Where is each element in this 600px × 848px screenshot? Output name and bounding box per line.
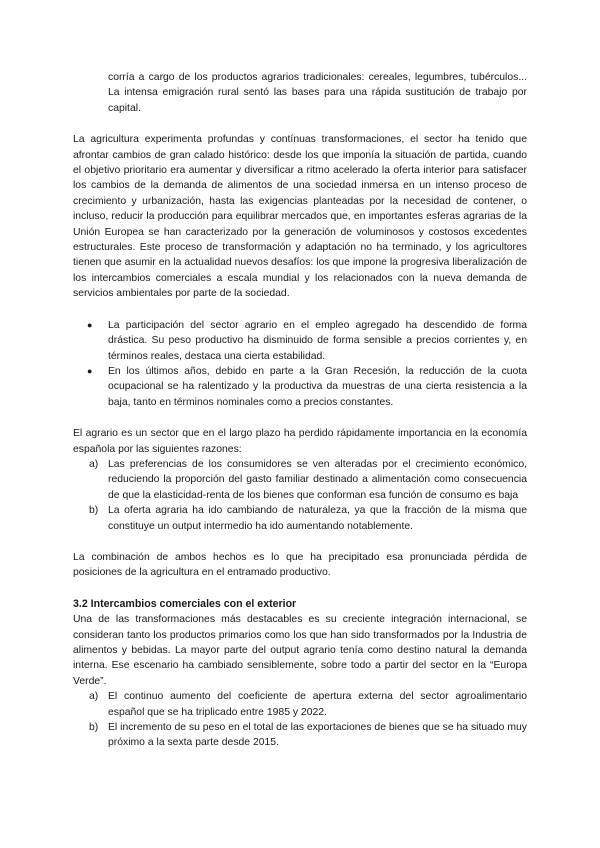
list-item bbox=[73, 457, 527, 503]
bullet-marker: ● bbox=[87, 365, 93, 376]
list-marker: a) bbox=[89, 458, 99, 470]
list-item-text: El continuo aumento del coeficiente de apertura externa del sector agroalimentario español que se ha triplicado entre 1985 y 2022. bbox=[108, 691, 527, 718]
intro-continuation: corría a cargo de los productos agrarios tradicionales: cereales, legumbres, tubérculos... La intensa emigración rural sentó las bases para una rápida sustitución de trabajo por capital. bbox=[108, 72, 527, 114]
list-item bbox=[73, 318, 527, 364]
list-item-text: La participación del sector agrario en el empleo agregado ha descendido de forma drástica. Su peso productivo ha disminuido de forma sensible a precios corrientes y, en términos reales, destaca una cierta estabilidad. bbox=[108, 319, 527, 362]
bullet-marker: ● bbox=[87, 319, 93, 330]
paragraph-transformations: La agricultura experimenta profundas y contínuas transformaciones, el sector ha tenido que afrontar cambios de gran calado histórico: desde los que imponía la situación de partida, cuando el objetivo prioritario era aumentar y diversificar a ritmo acelerado la oferta interior para satisfacer los cambios de la demanda de alimentos de una sociedad inmersa en un intenso proceso de crecimiento y urbanización, hasta las exigencias planteadas por la necesidad de contener, o incluso, reducir la producción para equilibrar mercados que, en importantes esferas agrarias de la Unión Europea se han caracterizado por la generación de voluminosos y costosos excedentes estructurales. Este proceso de transformación y adaptación no ha terminado, y los agricultores tienen que asumir en la actualidad nuevos desafíos: los que impone la progresiva liberalización de los intercambios comerciales a escala mundial y los relacionados con la nueva demanda de servicios ambientales por parte de la sociedad. bbox=[73, 134, 527, 300]
paragraph-trade: Una de las transformaciones más destacables es su creciente integración internacional, se consideran tanto los productos primarios como los que han sido transformados por la Industria de alimentos y bebidas. La mayor parte del output agrario tenía como destino natural la demanda interna. Ese escenario ha cambiado sensiblemente, sobre todo a partir del sector en la “Europa Verde”. bbox=[73, 614, 527, 687]
list-item-text: En los últimos años, debido en parte a la Gran Recesión, la reducción de la cuota ocupacional se ha ralentizado y la productiva da muestras de una cierta resistencia a la baja, tanto en términos nominales como a precios constantes. bbox=[108, 365, 527, 408]
reasons-list bbox=[73, 457, 527, 534]
list-marker: b) bbox=[89, 505, 99, 517]
list-marker: a) bbox=[89, 691, 99, 703]
list-item bbox=[73, 364, 527, 410]
section-heading: 3.2 Intercambios comerciales con el exterior bbox=[73, 597, 297, 610]
paragraph-combination: La combinación de ambos hechos es lo que ha precipitado esa pronunciada pérdida de posiciones de la agricultura en el entramado productivo. bbox=[73, 551, 527, 579]
list-item bbox=[73, 503, 527, 534]
document-page bbox=[73, 70, 527, 751]
list-item-text: El incremento de su peso en el total de las exportaciones de bienes que se ha situado muy próximo a la sexta parte desde 2015. bbox=[108, 722, 527, 749]
list-item bbox=[73, 720, 527, 751]
list-item-text: Las preferencias de los consumidores se ven alteradas por el crecimiento económico, reduciendo la proporción del gasto familiar destinado a alimentación como consecuencia de que la elasticidad-renta de los bienes que conforman esa función de consumo es baja bbox=[108, 458, 527, 501]
trade-points-list bbox=[73, 689, 527, 751]
bullet-list bbox=[73, 318, 527, 410]
list-item-text: La oferta agraria ha ido cambiando de naturaleza, ya que la fracción de la misma que constituye un output intermedio ha ido aumentando notablemente. bbox=[108, 505, 527, 532]
paragraph-importance: El agrario es un sector que en el largo plazo ha perdido rápidamente importancia en la economía española por las siguientes razones: bbox=[73, 428, 527, 455]
list-item bbox=[73, 689, 527, 720]
list-marker: b) bbox=[89, 722, 99, 734]
